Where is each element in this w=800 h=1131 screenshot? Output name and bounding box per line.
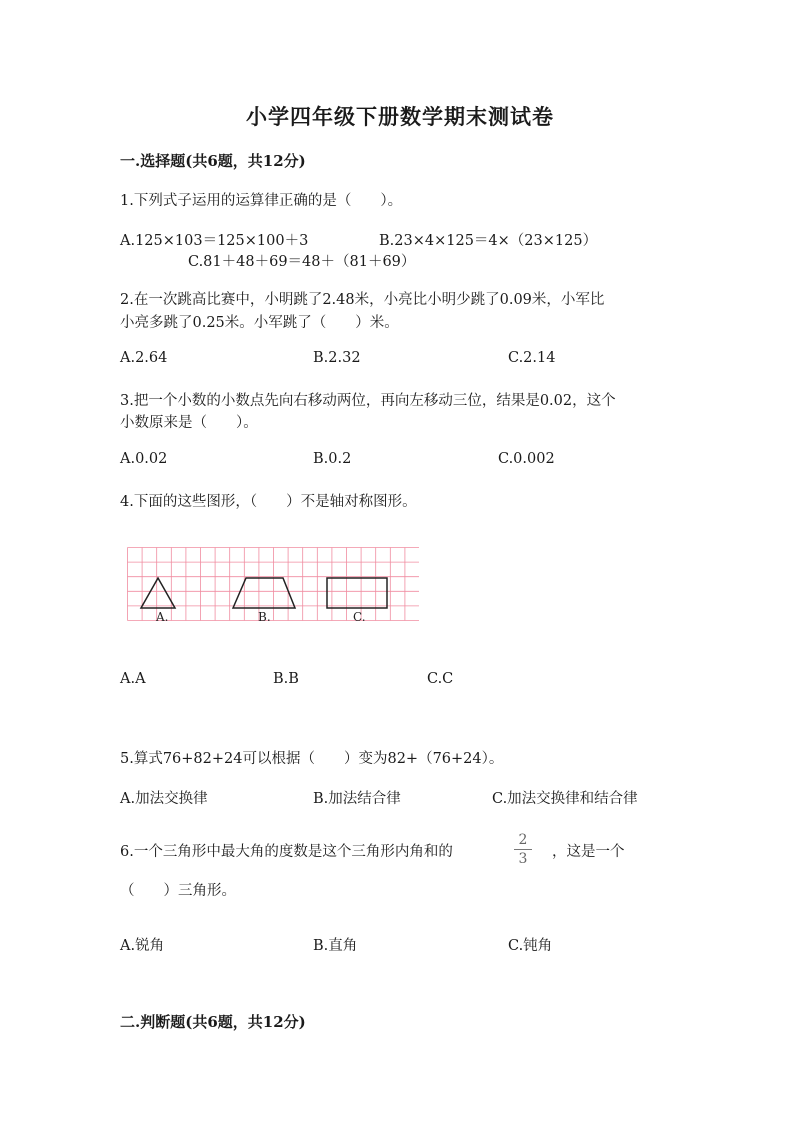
section-heading-judgement: 二.判断题(共6题，共12分) xyxy=(120,1013,306,1031)
question-3-text-line1: 3.把一个小数的小数点先向右移动两位，再向左移动三位，结果是0.02，这个 xyxy=(120,393,616,409)
grid-lines xyxy=(128,548,420,621)
question-3-text-line2: 小数原来是（ ）。 xyxy=(120,415,258,431)
question-2-option-c: C.2.14 xyxy=(508,350,556,366)
trapezoid-shape-b xyxy=(233,578,295,608)
question-6-text-pre: 6.一个三角形中最大角的度数是这个三角形内角和的 xyxy=(120,844,453,860)
question-5-text: 5.算式76+82+24可以根据（ ）变为82+（76+24）。 xyxy=(120,751,504,767)
question-3-option-b: B.0.2 xyxy=(313,451,352,467)
question-6-option-c: C.钝角 xyxy=(508,938,553,954)
fraction-two-thirds xyxy=(512,832,534,867)
question-6-text-post: ，这是一个 xyxy=(552,844,625,860)
fraction-denominator: 3 xyxy=(518,851,528,867)
question-4-text: 4.下面的这些图形，（ ）不是轴对称图形。 xyxy=(120,494,417,510)
page-title: 小学四年级下册数学期末测试卷 xyxy=(246,104,554,129)
question-1-text: 1.下列式子运用的运算律正确的是（ ）。 xyxy=(120,193,403,209)
shape-label-c: C. xyxy=(353,610,366,624)
shape-grid-figure xyxy=(127,547,419,625)
question-5-option-b: B.加法结合律 xyxy=(313,791,401,807)
question-5-option-a: A.加法交换律 xyxy=(120,791,208,807)
question-1-option-b: B.23×4×125＝4×（23×125） xyxy=(379,233,598,249)
section-heading-choice: 一.选择题(共6题，共12分) xyxy=(120,152,306,170)
question-2-option-b: B.2.32 xyxy=(313,350,361,366)
shape-label-a: A. xyxy=(156,610,169,624)
question-2-text-line2: 小亮多跳了0.25米。小军跳了（ ）米。 xyxy=(120,315,399,331)
question-4-option-c: C.C xyxy=(427,671,454,687)
question-1-option-c: C.81＋48＋69＝48＋（81＋69） xyxy=(188,254,416,270)
fraction-numerator: 2 xyxy=(518,832,528,848)
question-3-option-c: C.0.002 xyxy=(498,451,555,467)
question-3-option-a: A.0.02 xyxy=(120,451,168,467)
question-6-option-a: A.锐角 xyxy=(120,938,165,954)
question-6-option-b: B.直角 xyxy=(313,938,358,954)
question-2-text-line1: 2.在一次跳高比赛中，小明跳了2.48米，小亮比小明少跳了0.09米，小军比 xyxy=(120,292,605,308)
question-6-text-line2: （ ）三角形。 xyxy=(120,883,236,899)
question-5-option-c: C.加法交换律和结合律 xyxy=(492,791,638,807)
triangle-shape-a xyxy=(141,578,175,608)
shape-label-b: B. xyxy=(258,610,271,624)
question-4-option-b: B.B xyxy=(273,671,299,687)
question-1-option-a: A.125×103＝125×100＋3 xyxy=(120,233,309,249)
rectangle-shape-c xyxy=(327,578,387,608)
question-4-option-a: A.A xyxy=(120,671,146,687)
fraction-bar xyxy=(514,849,532,850)
question-2-option-a: A.2.64 xyxy=(120,350,168,366)
